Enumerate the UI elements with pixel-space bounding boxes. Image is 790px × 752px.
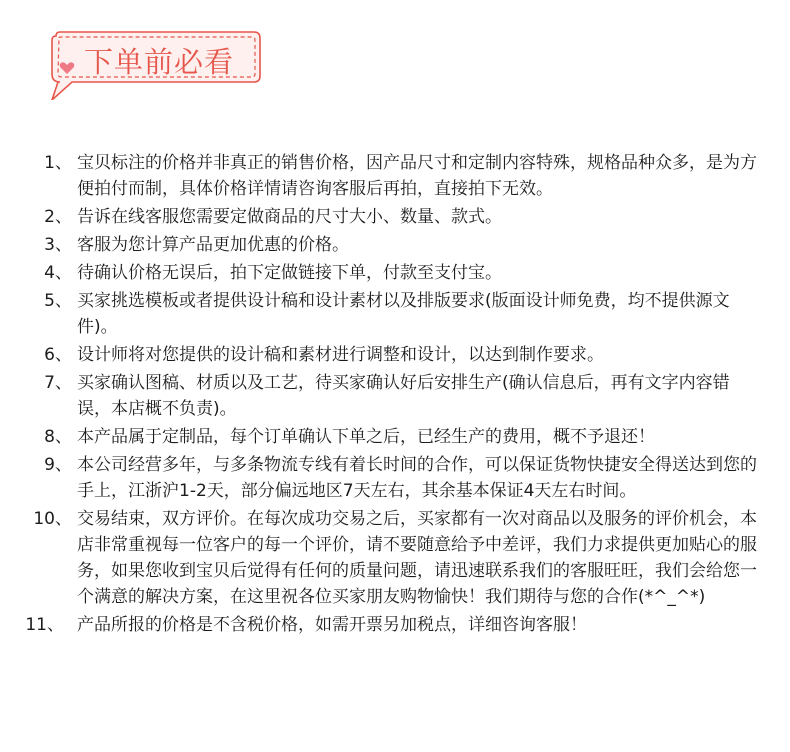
item-text: 产品所报的价格是不含税价格，如需开票另加税点，详细咨询客服！ bbox=[77, 615, 587, 635]
item-number: 1、 bbox=[44, 153, 72, 173]
list-item bbox=[0, 342, 790, 368]
item-text: 客服为您计算产品更加优惠的价格。 bbox=[77, 235, 349, 255]
list-item bbox=[0, 424, 790, 450]
item-number: 2、 bbox=[44, 207, 72, 227]
item-number: 5、 bbox=[44, 291, 72, 311]
list-item bbox=[0, 150, 790, 202]
item-number: 8、 bbox=[44, 427, 72, 447]
item-number: 7、 bbox=[44, 373, 72, 393]
page-title: 下单前必看 bbox=[84, 45, 235, 79]
item-number: 10、 bbox=[33, 509, 72, 529]
list-item bbox=[0, 288, 790, 340]
list-item bbox=[0, 204, 790, 230]
item-number: 9、 bbox=[44, 455, 72, 475]
item-text: 待确认价格无误后，拍下定做链接下单，付款至支付宝。 bbox=[77, 263, 502, 283]
list-item bbox=[0, 232, 790, 258]
list-item bbox=[0, 260, 790, 286]
item-text: 宝贝标注的价格并非真正的销售价格，因产品尺寸和定制内容特殊，规格品种众多，是为方便拍付而制，具体价格详情请咨询客服后再拍，直接拍下无效。 bbox=[77, 153, 757, 199]
item-number: 6、 bbox=[44, 345, 72, 365]
item-text: 交易结束，双方评价。在每次成功交易之后，买家都有一次对商品以及服务的评价机会，本店非常重视每一位客户的每一个评价，请不要随意给予中差评，我们力求提供更加贴心的服务，如果您收到宝贝后觉得有任何的质量问题，请迅速联系我们的客服旺旺，我们会给您一个满意的解决方案，在这里祝各位买家朋友购物愉快！我们期待与您的合作(*^_^*) bbox=[77, 509, 757, 607]
heart-icon bbox=[59, 60, 75, 74]
item-text: 买家确认图稿、材质以及工艺，待买家确认好后安排生产(确认信息后，再有文字内容错误，本店概不负责)。 bbox=[77, 373, 730, 419]
item-text: 买家挑选模板或者提供设计稿和设计素材以及排版要求(版面设计师免费，均不提供源文件)。 bbox=[77, 291, 730, 337]
item-number: 3、 bbox=[44, 235, 72, 255]
list-item bbox=[0, 612, 790, 638]
list-item bbox=[0, 370, 790, 422]
notes-list bbox=[0, 150, 790, 640]
item-text: 告诉在线客服您需要定做商品的尺寸大小、数量、款式。 bbox=[77, 207, 502, 227]
item-text: 本公司经营多年，与多条物流专线有着长时间的合作，可以保证货物快捷安全得送达到您的手上，江浙沪1-2天，部分偏远地区7天左右，其余基本保证4天左右时间。 bbox=[77, 455, 757, 501]
list-item bbox=[0, 506, 790, 610]
list-item bbox=[0, 452, 790, 504]
item-number: 11、 bbox=[25, 615, 64, 635]
item-number: 4、 bbox=[44, 263, 72, 283]
item-text: 本产品属于定制品，每个订单确认下单之后，已经生产的费用，概不予退还！ bbox=[77, 427, 655, 447]
item-text: 设计师将对您提供的设计稿和素材进行调整和设计，以达到制作要求。 bbox=[77, 345, 604, 365]
